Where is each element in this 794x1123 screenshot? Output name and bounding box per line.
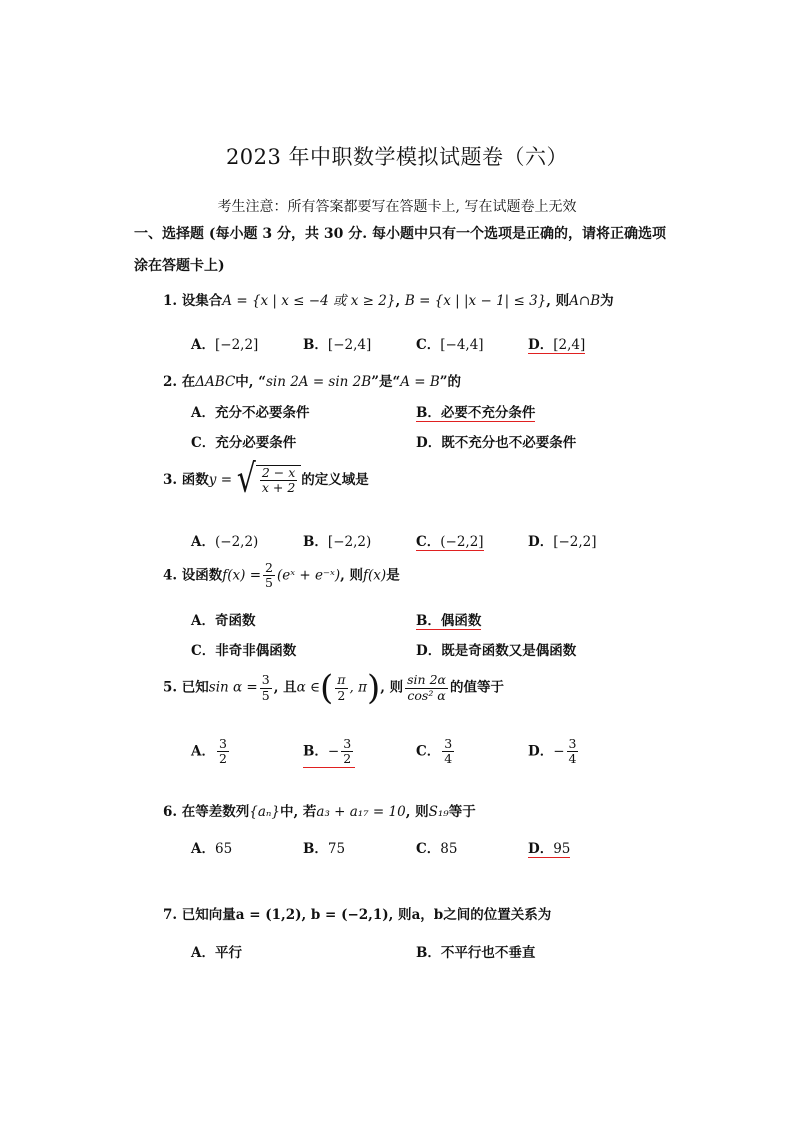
fraction bbox=[442, 737, 454, 767]
option-text: (−2,2) bbox=[214, 534, 259, 550]
option-c[interactable] bbox=[416, 333, 484, 353]
denominator: 2 bbox=[218, 751, 227, 767]
option-a[interactable] bbox=[191, 837, 232, 857]
math-expr: ΔABC bbox=[195, 374, 236, 390]
option-letter: A． bbox=[191, 613, 215, 629]
fraction bbox=[335, 673, 347, 703]
option-c[interactable] bbox=[416, 837, 457, 857]
option-letter: B． bbox=[303, 841, 328, 857]
option-letter: D． bbox=[528, 534, 554, 550]
question-text: 已知向量 bbox=[181, 907, 236, 923]
page-title: 2023 年中职数学模拟试题卷（六） bbox=[225, 145, 569, 169]
section-heading: 一、选择题 (每小题 3 分，共 30 分. 每小题中只有一个选项是正确的，请将正确选项 bbox=[134, 226, 666, 242]
option-text: 85 bbox=[440, 841, 458, 857]
option-text: 偶函数 bbox=[440, 613, 482, 629]
question-number: 2. bbox=[163, 374, 178, 390]
question-4 bbox=[163, 561, 400, 591]
right-paren: ) bbox=[366, 668, 381, 708]
math-expr: f(x) bbox=[363, 567, 387, 584]
option-letter: D． bbox=[416, 435, 442, 451]
denominator: 5 bbox=[265, 575, 273, 591]
section-heading-cont: 涂在答题卡上) bbox=[134, 258, 225, 274]
question-text: , bbox=[395, 293, 401, 309]
fraction bbox=[341, 737, 353, 767]
denominator: 5 bbox=[261, 687, 270, 703]
question-number: 5. bbox=[163, 679, 178, 696]
question-text: 等于 bbox=[448, 804, 476, 820]
fraction bbox=[405, 673, 448, 703]
option-text: 平行 bbox=[214, 945, 242, 961]
option-d[interactable] bbox=[416, 639, 576, 659]
question-number: 7. bbox=[163, 907, 178, 923]
option-text: 奇函数 bbox=[214, 613, 256, 629]
option-letter: C． bbox=[191, 435, 216, 451]
option-b[interactable] bbox=[303, 333, 371, 353]
option-a[interactable] bbox=[191, 530, 258, 550]
option-text: 95 bbox=[553, 841, 571, 857]
option-c-marked[interactable] bbox=[416, 530, 484, 551]
option-d[interactable] bbox=[416, 431, 576, 451]
option-sign: − bbox=[553, 743, 565, 760]
question-text: 设集合 bbox=[181, 293, 223, 309]
question-text: 的值等于 bbox=[449, 679, 504, 696]
option-letter: C． bbox=[416, 337, 441, 353]
option-letter: B． bbox=[303, 743, 328, 760]
fraction bbox=[217, 737, 229, 767]
question-text: 是 bbox=[386, 567, 400, 584]
square-root: √ $\frac{2 - x}{x + 2}$ bbox=[237, 465, 302, 496]
math-expr: y = bbox=[208, 471, 233, 488]
option-a[interactable] bbox=[191, 737, 231, 767]
option-text: [−2,4] bbox=[327, 337, 372, 353]
math-expr: , π bbox=[349, 679, 367, 696]
left-paren: ( bbox=[320, 668, 334, 708]
option-letter: A． bbox=[191, 743, 215, 760]
option-a[interactable] bbox=[191, 401, 309, 421]
numerator: 3 bbox=[568, 736, 577, 751]
option-letter: B． bbox=[416, 613, 441, 629]
question-number: 1. bbox=[163, 293, 178, 309]
option-letter: B． bbox=[303, 534, 328, 550]
option-text: 65 bbox=[214, 841, 233, 857]
question-2 bbox=[163, 370, 461, 390]
math-expr: S₁₉ bbox=[428, 804, 449, 820]
option-text: [2,4] bbox=[553, 337, 586, 353]
option-text: 75 bbox=[327, 841, 346, 857]
question-6 bbox=[163, 800, 476, 820]
question-text: 中, 若 bbox=[280, 804, 317, 820]
option-letter: D． bbox=[528, 841, 554, 857]
option-a[interactable] bbox=[191, 333, 258, 353]
question-3 bbox=[163, 456, 369, 503]
option-d[interactable] bbox=[528, 737, 580, 767]
option-letter: A． bbox=[191, 405, 215, 421]
option-letter: A． bbox=[191, 534, 215, 550]
option-sign: − bbox=[327, 743, 340, 760]
numerator: sin 2α bbox=[407, 672, 446, 688]
question-text: 已知 bbox=[181, 679, 209, 696]
option-letter: A． bbox=[191, 337, 215, 353]
option-b[interactable] bbox=[303, 837, 345, 857]
math-expr: sin 2A = sin 2B bbox=[265, 374, 372, 390]
math-expr: sin α = bbox=[208, 679, 258, 696]
math-expr: (eˣ + e⁻ˣ) bbox=[277, 567, 341, 584]
question-7 bbox=[163, 903, 551, 923]
question-5 bbox=[163, 668, 504, 708]
numerator: 3 bbox=[261, 672, 270, 688]
question-text: 在等差数列 bbox=[181, 804, 250, 820]
exam-notice: 考生注意：所有答案都要写在答题卡上, 写在试题卷上无效 bbox=[217, 199, 577, 215]
option-a[interactable] bbox=[191, 609, 255, 629]
option-letter: D． bbox=[528, 337, 554, 353]
denominator: cos² α bbox=[407, 687, 446, 703]
numerator: 2 − x bbox=[261, 465, 296, 480]
option-text: 非奇非偶函数 bbox=[215, 643, 297, 659]
fraction bbox=[263, 561, 275, 591]
question-text: ”是“ bbox=[371, 374, 401, 390]
fraction bbox=[260, 673, 272, 703]
numerator: 3 bbox=[343, 736, 352, 751]
math-expr: a，b bbox=[411, 907, 444, 923]
question-text: , 则 bbox=[380, 679, 404, 696]
option-text: 既不充分也不必要条件 bbox=[441, 435, 577, 451]
option-letter: A． bbox=[191, 841, 215, 857]
math-expr: B = {x | |x − 1| ≤ 3} bbox=[404, 293, 547, 309]
option-d-marked[interactable] bbox=[528, 333, 585, 354]
question-1 bbox=[163, 289, 614, 309]
question-text: 之间的位置关系为 bbox=[443, 907, 552, 923]
option-letter: D． bbox=[416, 643, 442, 659]
option-text: 必要不充分条件 bbox=[440, 405, 536, 421]
math-expr: A = {x | x ≤ −4 或 x ≥ 2} bbox=[222, 293, 396, 309]
question-text: , 则 bbox=[388, 907, 412, 923]
question-number: 6. bbox=[163, 804, 178, 820]
denominator: 4 bbox=[568, 751, 577, 767]
option-b[interactable] bbox=[416, 941, 535, 961]
numerator: 3 bbox=[218, 736, 227, 751]
math-expr: A∩B bbox=[569, 293, 601, 309]
fraction bbox=[260, 466, 297, 496]
question-text: 中, “ bbox=[235, 374, 266, 390]
option-b-marked[interactable] bbox=[416, 609, 481, 630]
question-text: , 且 bbox=[273, 679, 297, 696]
option-text: (−2,2] bbox=[440, 534, 484, 550]
math-expr: a₃ + a₁₇ = 10 bbox=[316, 804, 406, 820]
denominator: x + 2 bbox=[261, 480, 296, 496]
denominator: 2 bbox=[343, 751, 352, 767]
option-text: 既是奇函数又是偶函数 bbox=[441, 643, 577, 659]
question-text: 为 bbox=[600, 293, 614, 309]
option-text: 充分不必要条件 bbox=[214, 405, 310, 421]
option-letter: B． bbox=[303, 337, 328, 353]
option-c[interactable] bbox=[191, 639, 296, 659]
math-expr: {aₙ} bbox=[249, 804, 280, 820]
question-number: 3. bbox=[163, 471, 178, 488]
option-b-marked[interactable] bbox=[303, 737, 355, 768]
option-c[interactable] bbox=[191, 431, 296, 451]
option-letter: C． bbox=[416, 841, 441, 857]
question-text: 在 bbox=[181, 374, 196, 390]
question-number: 4. bbox=[163, 567, 178, 584]
option-letter: B． bbox=[416, 945, 441, 961]
math-expr: a = (1,2), b = (−2,1) bbox=[235, 907, 389, 923]
question-text: , 则 bbox=[546, 293, 570, 309]
option-text: 不平行也不垂直 bbox=[440, 945, 536, 961]
question-text: 函数 bbox=[181, 471, 209, 488]
option-text: [−2,2] bbox=[553, 534, 597, 550]
numerator: π bbox=[337, 672, 346, 688]
option-d-marked[interactable] bbox=[528, 837, 570, 858]
question-text: ”的 bbox=[439, 374, 462, 390]
numerator: 2 bbox=[265, 560, 273, 575]
denominator: 2 bbox=[337, 687, 346, 703]
option-letter: A． bbox=[191, 945, 215, 961]
option-letter: C． bbox=[416, 743, 441, 760]
option-d[interactable] bbox=[528, 530, 597, 550]
math-expr: α ∈ bbox=[296, 679, 321, 696]
option-letter: B． bbox=[416, 405, 441, 421]
option-b-marked[interactable] bbox=[416, 401, 535, 422]
question-text: , 则 bbox=[405, 804, 429, 820]
question-text: , 则 bbox=[340, 567, 364, 584]
denominator: 4 bbox=[444, 751, 453, 767]
fraction bbox=[567, 737, 579, 767]
option-text: 充分必要条件 bbox=[215, 435, 297, 451]
math-expr: A = B bbox=[400, 374, 440, 390]
option-b[interactable] bbox=[303, 530, 371, 550]
option-text: [−2,2] bbox=[214, 337, 259, 353]
option-text: [−4,4] bbox=[440, 337, 484, 353]
numerator: 3 bbox=[444, 736, 453, 751]
math-expr: f(x) = bbox=[222, 567, 262, 584]
option-letter: D． bbox=[528, 743, 554, 760]
option-text: [−2,2) bbox=[327, 534, 372, 550]
question-text: 的定义域是 bbox=[301, 471, 369, 488]
option-letter: C． bbox=[191, 643, 216, 659]
option-a[interactable] bbox=[191, 941, 242, 961]
option-letter: C． bbox=[416, 534, 441, 550]
question-text: 设函数 bbox=[181, 567, 223, 584]
option-c[interactable] bbox=[416, 737, 456, 767]
